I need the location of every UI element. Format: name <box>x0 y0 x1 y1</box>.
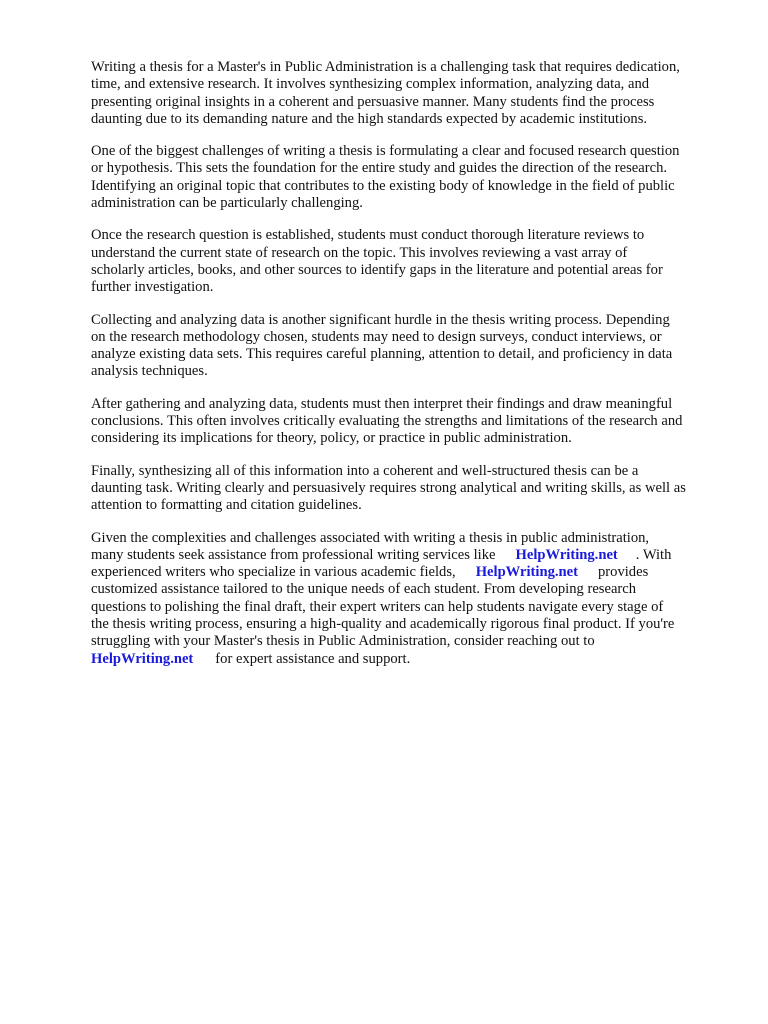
paragraph-2 <box>91 143 731 212</box>
text-line: considering its implications for theory, policy, or practice in public administration. <box>91 430 572 447</box>
helpwriting-link-3[interactable]: HelpWriting.net <box>91 650 194 667</box>
text-line: One of the biggest challenges of writing a thesis is formulating a clear and focused research question <box>91 143 680 160</box>
text-line: attention to formatting and citation guidelines. <box>91 497 362 514</box>
text-line <box>91 564 731 581</box>
paragraph-6 <box>91 463 731 515</box>
text-line: struggling with your Master's thesis in Public Administration, consider reaching out to <box>91 633 595 650</box>
text-line: Given the complexities and challenges associated with writing a thesis in public administration, <box>91 529 650 546</box>
text-line: Once the research question is established, students must conduct thorough literature reviews to <box>91 227 645 244</box>
document-page <box>91 59 731 683</box>
paragraph-7 <box>91 530 731 668</box>
helpwriting-link-2[interactable]: HelpWriting.net <box>475 564 578 581</box>
text-line: analysis techniques. <box>91 363 208 380</box>
text-segment: provides <box>597 564 649 581</box>
text-line: the thesis writing process, ensuring a high-quality and academically rigorous final product. If you're <box>91 616 675 633</box>
text-line: conclusions. This often involves critically evaluating the strengths and limitations of the research and <box>91 413 683 430</box>
paragraph-4 <box>91 312 731 381</box>
text-line: administration can be particularly challenging. <box>91 195 363 212</box>
text-line: understand the current state of research on the topic. This involves reviewing a vast array of <box>91 244 628 261</box>
text-line: further investigation. <box>91 279 214 296</box>
text-line: on the research methodology chosen, students may need to design surveys, conduct interviews, or <box>91 328 662 345</box>
text-line: Identifying an original topic that contributes to the existing body of knowledge in the field of public <box>91 177 675 194</box>
helpwriting-link-1[interactable]: HelpWriting.net <box>515 546 618 563</box>
text-segment: . With <box>635 546 672 563</box>
text-line <box>91 547 731 564</box>
text-line: questions to polishing the final draft, their expert writers can help students navigate every stage of <box>91 598 664 615</box>
text-line: time, and extensive research. It involves synthesizing complex information, analyzing data, and <box>91 76 650 93</box>
text-line: Writing a thesis for a Master's in Public Administration is a challenging task that requires dedication, <box>91 59 680 75</box>
text-line: analyze existing data sets. This requires careful planning, attention to detail, and proficiency in data <box>91 346 673 363</box>
text-line: daunting task. Writing clearly and persuasively requires strong analytical and writing skills, as well as <box>91 479 686 496</box>
text-line: scholarly articles, books, and other sources to identify gaps in the literature and potential areas for <box>91 261 663 278</box>
paragraph-5 <box>91 396 731 448</box>
text-line: daunting due to its demanding nature and the high standards expected by academic institutions. <box>91 110 648 127</box>
text-line: Collecting and analyzing data is another significant hurdle in the thesis writing process. Depending <box>91 311 670 328</box>
text-line: Finally, synthesizing all of this information into a coherent and well-structured thesis can be a <box>91 462 639 479</box>
text-segment: many students seek assistance from professional writing services like <box>91 546 496 563</box>
text-segment: for expert assistance and support. <box>215 650 411 667</box>
text-segment: experienced writers who specialize in various academic fields, <box>91 564 456 581</box>
text-line: or hypothesis. This sets the foundation for the entire study and guides the direction of the research. <box>91 160 668 177</box>
text-line: After gathering and analyzing data, students must then interpret their findings and draw meaningful <box>91 395 673 412</box>
text-line <box>91 651 731 668</box>
text-line: presenting original insights in a coherent and persuasive manner. Many students find the process <box>91 93 655 110</box>
paragraph-3 <box>91 227 731 296</box>
paragraph-1 <box>91 59 731 128</box>
text-line: customized assistance tailored to the unique needs of each student. From developing research <box>91 581 637 598</box>
